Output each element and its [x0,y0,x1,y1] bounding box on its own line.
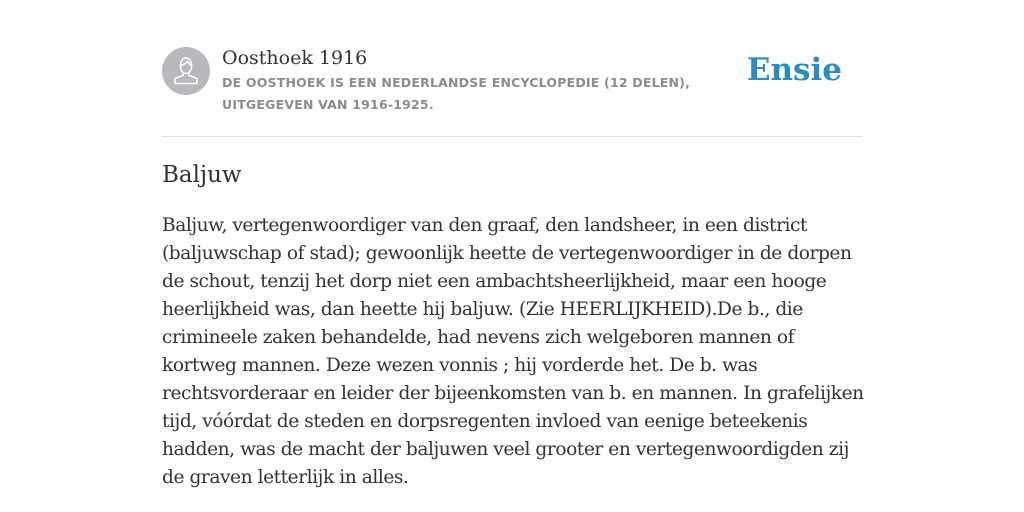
brand-logo[interactable]: Ensie [746,52,842,88]
entry-body: Baljuw, vertegenwoordiger van den graaf, den landsheer, in een district (baljuwschap of stad); gewoonlijk heette de vertegenwoordiger in de dorpen de schout, tenzij het dorp niet een ambachtsheerlijkheid, maar een hooge heerlijkheid was, dan heette hij baljuw. (Zie HEERLIJKHEID).De b., die crimineele zaken behandelde, had nevens zich welgeboren mannen of kortweg mannen. Deze wezen vonnis ; hij vorderde het. De b. was rechtsvorderaar en leider der bijeenkomsten van b. en mannen. In grafelijken tijd, vóórdat de steden en dorpsregenten invloed van eenige beteekenis hadden, was de macht der baljuwen veel grooter en vertegenwoordigden zij de graven letterlijk in alles. [162,215,864,488]
source-header [162,44,862,137]
entry-title: Baljuw [162,162,242,188]
source-info [222,46,762,116]
source-description: DE OOSTHOEK IS EEN NEDERLANDSE ENCYCLOPEDIE (12 DELEN), UITGEGEVEN VAN 1916-1925. [222,75,691,112]
person-silhouette-icon [162,47,210,95]
source-avatar[interactable] [162,47,210,95]
source-title[interactable]: Oosthoek 1916 [222,47,368,69]
